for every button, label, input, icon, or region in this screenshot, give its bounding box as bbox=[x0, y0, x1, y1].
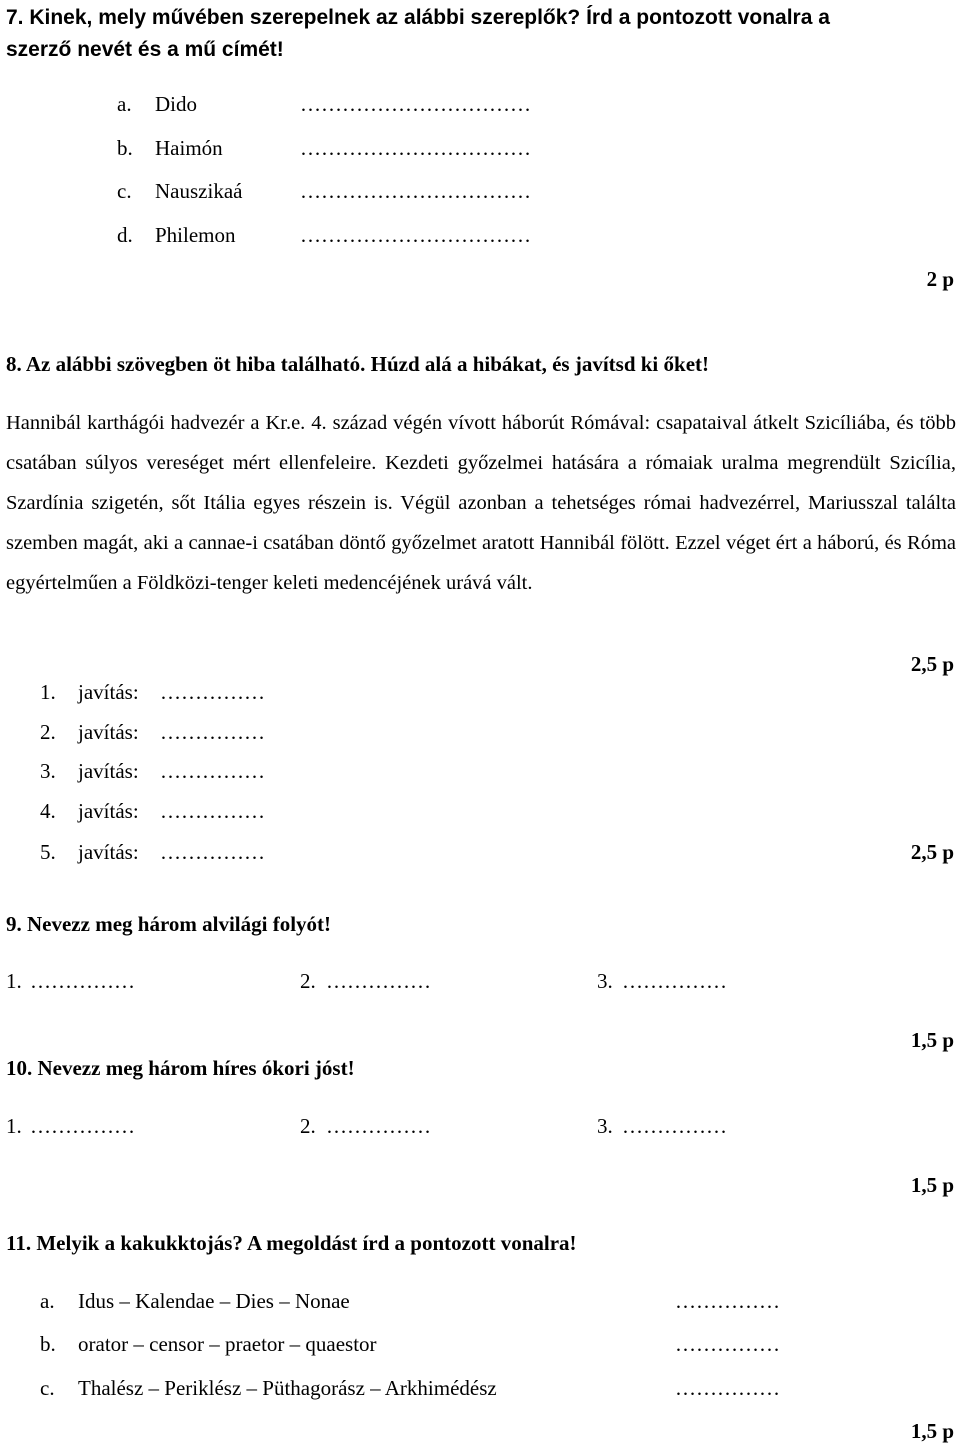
q7-item-name: Nauszikaá bbox=[155, 179, 243, 203]
q7-item-letter: b. bbox=[117, 136, 133, 160]
q7-answer-blank[interactable]: …………………………… bbox=[300, 92, 531, 116]
correction-label: javítás: bbox=[78, 680, 139, 704]
q8-title: 8. Az alábbi szövegben öt hiba található. Húzd alá a hibákat, és javítsd ki őket! bbox=[6, 352, 709, 376]
q9-answer-number: 1. bbox=[6, 969, 22, 993]
q10-answer-number: 2. bbox=[300, 1114, 316, 1138]
q7-answer-blank[interactable]: …………………………… bbox=[300, 179, 531, 203]
q9-points: 1,5 p bbox=[910, 1028, 954, 1052]
q11-title: 11. Melyik a kakukktojás? A megoldást írd a pontozott vonalra! bbox=[6, 1231, 577, 1255]
q11-item-letter: a. bbox=[40, 1289, 55, 1313]
q11-item-text: Thalész – Periklész – Püthagorász – Arkhimédész bbox=[78, 1376, 497, 1400]
q7-item-name: Philemon bbox=[155, 223, 236, 247]
q7-item-letter: c. bbox=[117, 179, 132, 203]
q10-answer-number: 1. bbox=[6, 1114, 22, 1138]
correction-blank[interactable]: …………… bbox=[160, 720, 265, 744]
q10-answer-blank[interactable]: …………… bbox=[326, 1114, 431, 1138]
correction-number: 2. bbox=[40, 720, 56, 744]
q7-item-letter: d. bbox=[117, 223, 133, 247]
q9-title: 9. Nevezz meg három alvilági folyót! bbox=[6, 912, 332, 936]
correction-label: javítás: bbox=[78, 840, 139, 864]
q11-item-letter: b. bbox=[40, 1332, 56, 1356]
q11-answer-blank[interactable]: …………… bbox=[675, 1289, 780, 1313]
q10-answer-blank[interactable]: …………… bbox=[30, 1114, 135, 1138]
correction-label: javítás: bbox=[78, 759, 139, 783]
correction-blank[interactable]: …………… bbox=[160, 759, 265, 783]
q10-points: 1,5 p bbox=[910, 1173, 954, 1197]
q8-points-bottom: 2,5 p bbox=[910, 840, 954, 864]
correction-number: 5. bbox=[40, 840, 56, 864]
correction-blank[interactable]: …………… bbox=[160, 799, 265, 823]
q9-answer-number: 3. bbox=[597, 969, 613, 993]
q8-points-top: 2,5 p bbox=[910, 652, 954, 676]
q7-answer-blank[interactable]: …………………………… bbox=[300, 136, 531, 160]
q7-item-letter: a. bbox=[117, 92, 132, 116]
q7-points: 2 p bbox=[926, 267, 954, 291]
q9-answer-blank[interactable]: …………… bbox=[326, 969, 431, 993]
q7-answer-blank[interactable]: …………………………… bbox=[300, 223, 531, 247]
correction-label: javítás: bbox=[78, 720, 139, 744]
q11-item-letter: c. bbox=[40, 1376, 55, 1400]
q11-answer-blank[interactable]: …………… bbox=[675, 1376, 780, 1400]
q7-title-line2: szerző nevét és a mű címét! bbox=[6, 38, 284, 61]
correction-number: 4. bbox=[40, 799, 56, 823]
correction-label: javítás: bbox=[78, 799, 139, 823]
q7-item-name: Haimón bbox=[155, 136, 223, 160]
correction-blank[interactable]: …………… bbox=[160, 680, 265, 704]
q9-answer-blank[interactable]: …………… bbox=[30, 969, 135, 993]
correction-blank[interactable]: …………… bbox=[160, 840, 265, 864]
q10-answer-number: 3. bbox=[597, 1114, 613, 1138]
q9-answer-number: 2. bbox=[300, 969, 316, 993]
q10-answer-blank[interactable]: …………… bbox=[622, 1114, 727, 1138]
q7-item-name: Dido bbox=[155, 92, 197, 116]
q11-item-text: orator – censor – praetor – quaestor bbox=[78, 1332, 377, 1356]
correction-number: 1. bbox=[40, 680, 56, 704]
q7-title-line1: 7. Kinek, mely művében szerepelnek az alábbi szereplők? Írd a pontozott vonalra a bbox=[6, 6, 830, 29]
q11-answer-blank[interactable]: …………… bbox=[675, 1332, 780, 1356]
q9-answer-blank[interactable]: …………… bbox=[622, 969, 727, 993]
correction-number: 3. bbox=[40, 759, 56, 783]
q8-paragraph: Hannibál karthágói hadvezér a Kr.e. 4. század végén vívott háborút Rómával: csapataival átkelt Szicíliába, és több csatában súlyos vereséget mért ellenfeleire. Kezdeti győzelmei hatására a rómaiak uralma megrendült Szicília, Szardínia szigetén, sőt Itália egyes részein is. Végül azonban a tehetséges római hadvezérrel, Mariusszal találta szemben magát, aki a cannae-i csatában döntő győzelmet aratott Hannibál fölött. Ezzel véget ért a háború, és Róma egyértelműen a Földközi-tenger keleti medencéjének urává vált. bbox=[6, 412, 956, 594]
q11-points: 1,5 p bbox=[910, 1419, 954, 1443]
q11-item-text: Idus – Kalendae – Dies – Nonae bbox=[78, 1289, 350, 1313]
q10-title: 10. Nevezz meg három híres ókori jóst! bbox=[6, 1056, 355, 1080]
